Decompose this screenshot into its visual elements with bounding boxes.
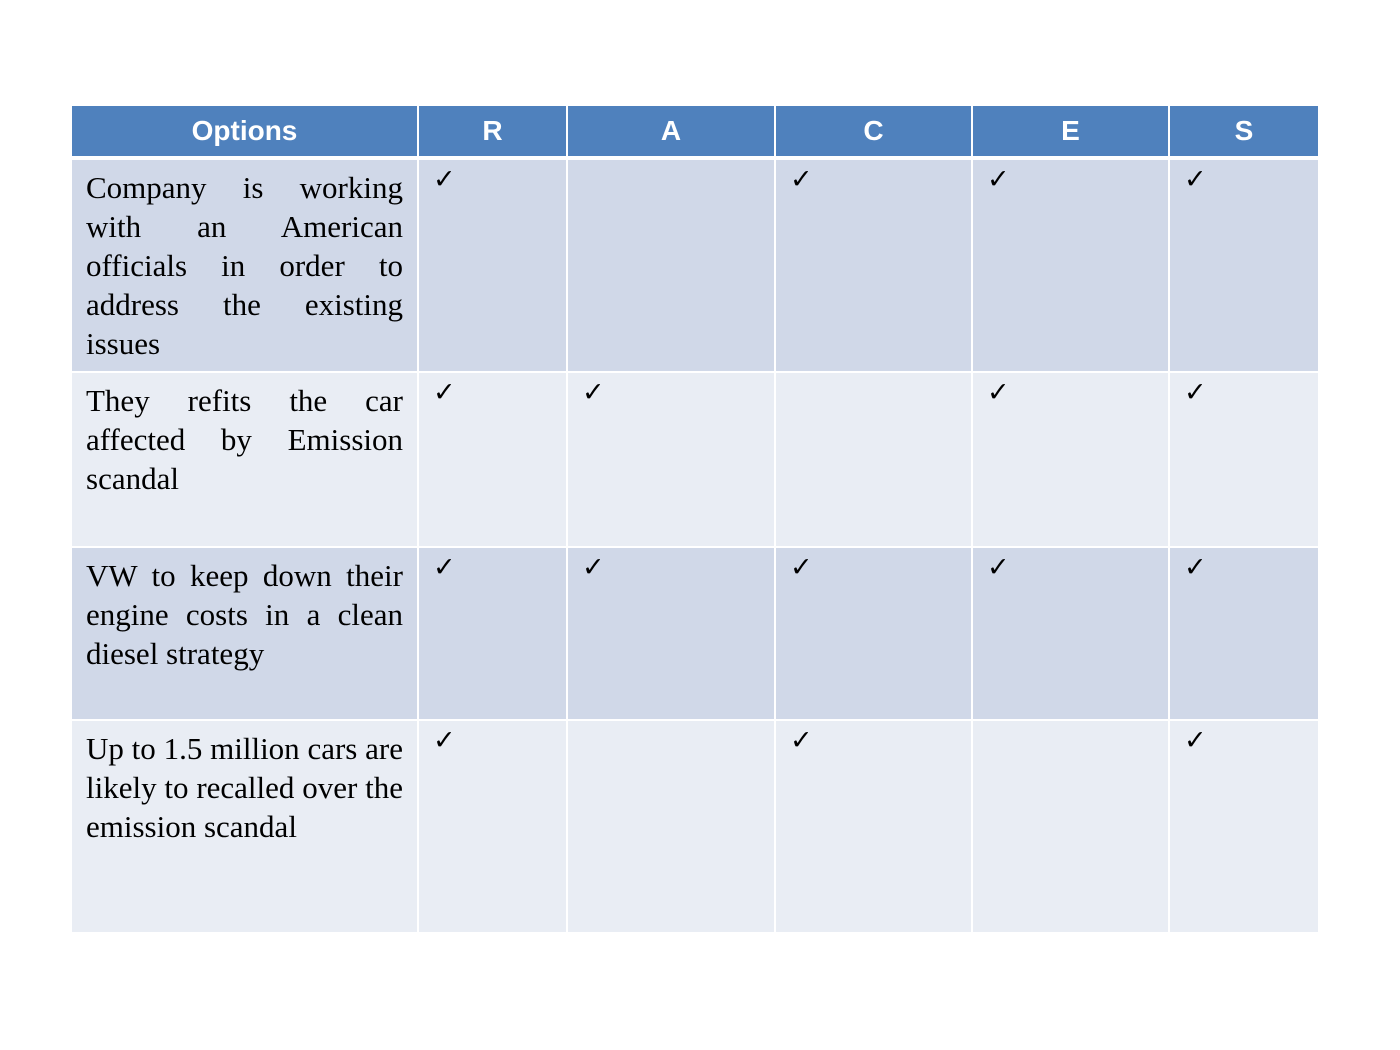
- check-mark-a: ✓: [567, 372, 775, 547]
- check-mark-a: [567, 158, 775, 372]
- option-text: They refits the car affected by Emission scandal: [71, 372, 418, 547]
- table-row: [71, 372, 1319, 547]
- table-row: [71, 547, 1319, 720]
- check-mark-s: ✓: [1169, 372, 1319, 547]
- header-c: C: [775, 105, 972, 158]
- header-e: E: [972, 105, 1169, 158]
- header-row: [71, 105, 1319, 158]
- option-text: Company is working with an American officials in order to address the existing issues: [71, 158, 418, 372]
- header-options: Options: [71, 105, 418, 158]
- check-mark-e: ✓: [972, 158, 1169, 372]
- check-mark-r: ✓: [418, 547, 567, 720]
- option-text: Up to 1.5 million cars are likely to recalled over the emission scandal: [71, 720, 418, 933]
- check-mark-c: ✓: [775, 547, 972, 720]
- check-mark-c: ✓: [775, 720, 972, 933]
- check-mark-s: ✓: [1169, 158, 1319, 372]
- check-mark-a: ✓: [567, 547, 775, 720]
- header-a: A: [567, 105, 775, 158]
- check-mark-r: ✓: [418, 720, 567, 933]
- check-mark-e: ✓: [972, 547, 1169, 720]
- table-row: [71, 158, 1319, 372]
- check-mark-c: ✓: [775, 158, 972, 372]
- check-mark-r: ✓: [418, 158, 567, 372]
- table-row: [71, 720, 1319, 933]
- check-mark-r: ✓: [418, 372, 567, 547]
- check-mark-e: [972, 720, 1169, 933]
- races-options-table: [70, 104, 1320, 934]
- check-mark-c: [775, 372, 972, 547]
- option-text: VW to keep down their engine costs in a clean diesel strategy: [71, 547, 418, 720]
- check-mark-s: ✓: [1169, 547, 1319, 720]
- check-mark-a: [567, 720, 775, 933]
- check-mark-s: ✓: [1169, 720, 1319, 933]
- header-r: R: [418, 105, 567, 158]
- header-s: S: [1169, 105, 1319, 158]
- check-mark-e: ✓: [972, 372, 1169, 547]
